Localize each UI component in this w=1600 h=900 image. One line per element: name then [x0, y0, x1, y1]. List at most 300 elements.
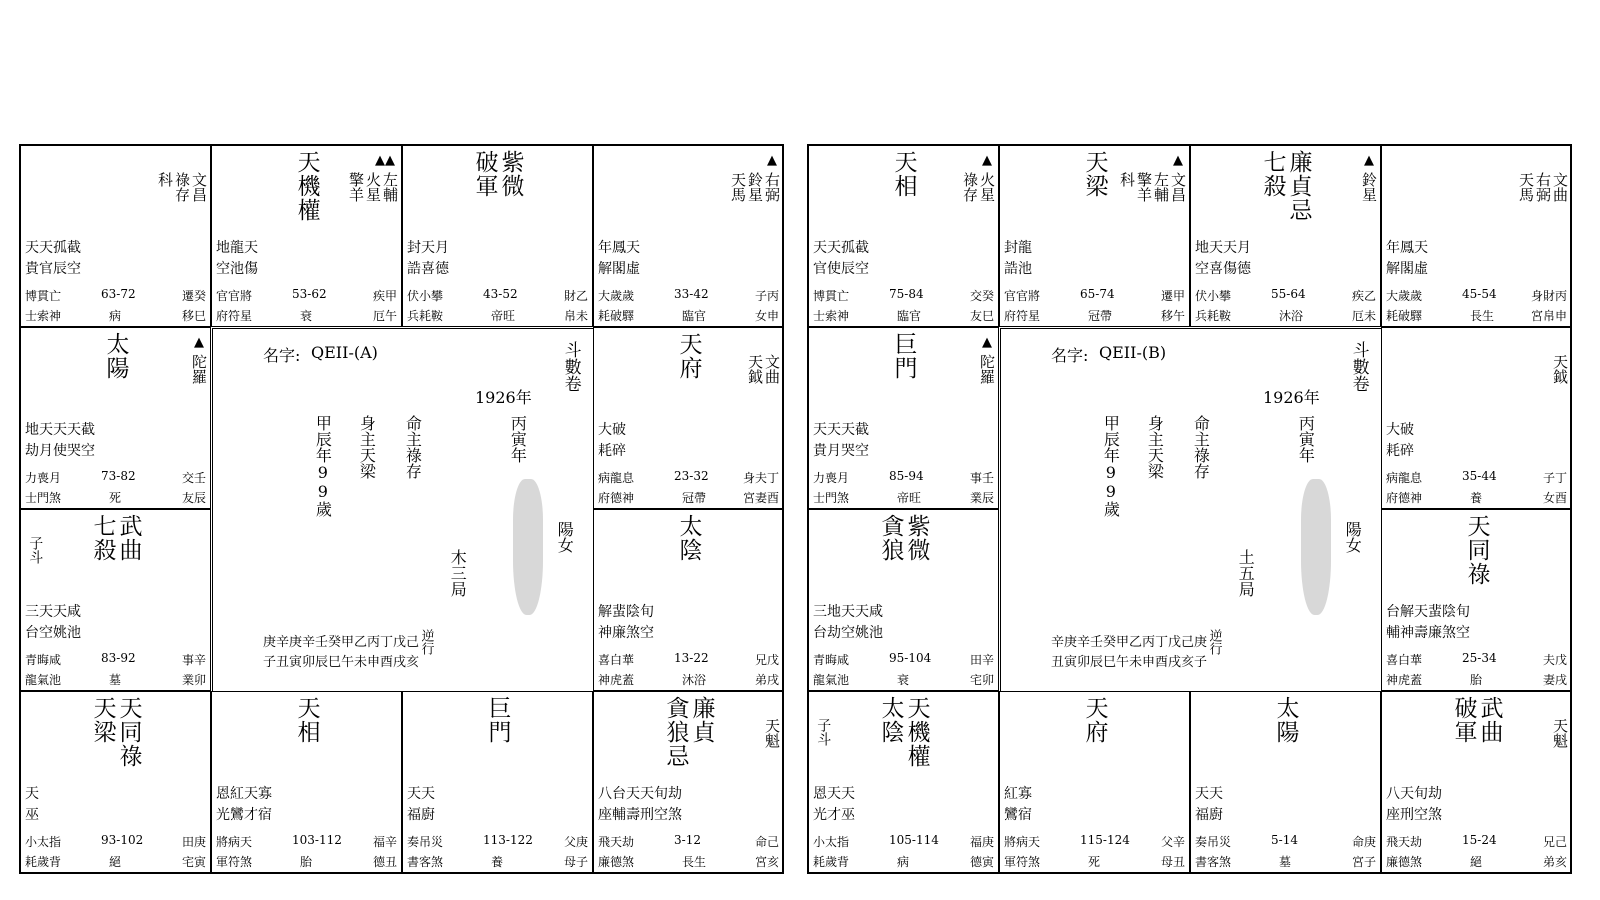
minor-star-line: 鸞宿: [1004, 807, 1032, 823]
palace-branch: 移午: [1160, 309, 1185, 323]
marker-triangles: ▲: [1364, 153, 1374, 168]
minor-star: 天馬: [729, 172, 747, 202]
minor-star-line: 紅寡: [1004, 786, 1032, 802]
direction-label: 逆行: [1206, 629, 1222, 655]
palace-info-row: [813, 833, 994, 848]
major-star: 巨門: [484, 696, 511, 744]
palace-cell: [593, 327, 784, 509]
major-star: 天府: [675, 332, 702, 380]
palace-info-row: [216, 833, 397, 848]
palace-info-row: [1195, 833, 1376, 848]
minor-star-lines: [813, 784, 855, 826]
palace-branch: 宮妻酉: [742, 491, 779, 505]
major-star: 天梁: [1081, 150, 1108, 198]
decade-range: 3-12: [674, 833, 701, 847]
minor-star-line: 解閣虛: [1386, 261, 1428, 277]
palace-cell: [1381, 145, 1572, 327]
decade-range: 45-54: [1462, 287, 1497, 301]
life-stage: 冠帶: [682, 491, 707, 505]
major-star: 七殺: [89, 514, 116, 562]
minor-star: 陀羅: [190, 354, 208, 384]
major-star: 天同祿: [115, 696, 142, 768]
minor-star-line: 封天月: [407, 240, 449, 256]
palace-name: 子丁: [1542, 471, 1567, 485]
palace-branch: 業卯: [181, 673, 206, 687]
minor-star-line: 空池傷: [216, 261, 258, 277]
decade-range: 73-82: [101, 469, 136, 483]
palace-branch: 女酉: [1542, 491, 1567, 505]
palace-name: 事辛: [181, 653, 206, 667]
palace-cell: [1190, 691, 1381, 873]
decade-range: 53-62: [292, 287, 327, 301]
major-star: 廉貞: [688, 696, 715, 744]
palace-stars: [226, 150, 399, 236]
minor-star-line: 光鸞才宿: [216, 807, 272, 823]
minor-star-line: 八台天天旬劫: [598, 786, 682, 802]
palace-info-row: [407, 853, 588, 868]
palace-cell: [593, 691, 784, 873]
palace-stars: [35, 514, 196, 600]
minor-star-line: 地天天天截: [25, 422, 95, 438]
minor-star: 火星: [364, 172, 382, 202]
palace-cell: [20, 509, 211, 691]
name-label: 名字:: [263, 346, 301, 365]
palace-info-row: [25, 833, 206, 848]
decade-range: 85-94: [889, 469, 924, 483]
major-star: 太陰: [877, 696, 904, 744]
minor-star: 擎羊: [347, 172, 365, 202]
palace-stars: [417, 150, 578, 236]
palace-branch: 德寅: [969, 855, 994, 869]
minor-star-lines: [407, 238, 449, 280]
minor-star-lines: [813, 602, 883, 644]
spirit-stars: 兵耗鞍: [1195, 309, 1232, 323]
palace-info-row: [1386, 469, 1567, 484]
minor-star-line: 福廚: [1195, 807, 1223, 823]
birth-year: 1926年: [475, 388, 532, 407]
palace-info-row: [25, 287, 206, 302]
minor-star-lines: [813, 420, 869, 462]
palace-branch: 母子: [563, 855, 588, 869]
life-stage: 墓: [109, 673, 122, 687]
minor-star: 鈴星: [1360, 172, 1378, 202]
palace-info-row: [598, 671, 779, 686]
palace-stars: [1205, 696, 1366, 782]
spirit-stars: 伏小攀: [1195, 289, 1232, 303]
minor-star: 右弼: [763, 172, 781, 202]
palace-cell: [808, 145, 999, 327]
decade-range: 65-74: [1080, 287, 1115, 301]
spirit-stars: 青晦咸: [25, 653, 62, 667]
minor-star-lines: [25, 238, 81, 280]
stems-row: 辛庚辛壬癸甲乙丙丁戊己庚: [1051, 635, 1208, 650]
minor-star-line: 三天天咸: [25, 604, 81, 620]
palace-name: 田辛: [969, 653, 994, 667]
palace-info-row: [813, 287, 994, 302]
spirit-stars: 士門煞: [25, 491, 62, 505]
palace-info-row: [1195, 307, 1376, 322]
palace-name: 福庚: [969, 835, 994, 849]
palace-cell: [1190, 145, 1381, 327]
life-stage: 沐浴: [682, 673, 707, 687]
minor-star-line: 天天天截: [813, 422, 869, 438]
spirit-stars: 府符星: [1004, 309, 1041, 323]
major-star: 天機權: [903, 696, 930, 768]
life-stage: 沐浴: [1279, 309, 1304, 323]
palace-branch: 妻戌: [1542, 673, 1567, 687]
palace-name: 遷癸: [181, 289, 206, 303]
minor-star: 文昌: [1169, 172, 1187, 202]
minor-star-line: 天天孤截: [813, 240, 869, 256]
palace-branch: 女申: [754, 309, 779, 323]
palace-cell: [808, 691, 999, 873]
major-star: 太陽: [102, 332, 129, 380]
chart-name: QEII-(B): [1099, 343, 1167, 362]
minor-star-line: 福廚: [407, 807, 435, 823]
minor-star: 天魁: [763, 718, 781, 748]
palace-info-row: [25, 307, 206, 322]
minor-star-line: 天天: [407, 786, 435, 802]
spirit-stars: 伏小攀: [407, 289, 444, 303]
palace-branch: 母丑: [1160, 855, 1185, 869]
decade-range: 25-34: [1462, 651, 1497, 665]
spirit-stars: 書客煞: [1195, 855, 1232, 869]
palace-info-row: [598, 853, 779, 868]
marker-triangles: ▲: [194, 335, 204, 350]
palace-info-row: [1386, 651, 1567, 666]
palace-note: 子斗: [27, 536, 44, 564]
life-stage: 臨官: [897, 309, 922, 323]
minor-star-lines: [598, 784, 682, 826]
spirit-stars: 力喪月: [813, 471, 850, 485]
minor-star-line: 貴官辰空: [25, 261, 81, 277]
spirit-stars: 喜白華: [1386, 653, 1423, 667]
birth-info-column: 身主天梁: [1145, 415, 1165, 479]
palace-cell: [402, 691, 593, 873]
minor-star-line: 誥池: [1004, 261, 1032, 277]
palace-cell: [1381, 509, 1572, 691]
palace-branch: 移巳: [181, 309, 206, 323]
palace-name: 兄己: [1542, 835, 1567, 849]
palace-stars: [608, 696, 781, 782]
minor-star-line: 解閣虛: [598, 261, 640, 277]
minor-star-line: 天: [25, 786, 39, 802]
minor-star-line: 地龍天: [216, 240, 258, 256]
palace-info-row: [1195, 853, 1376, 868]
minor-star: 火星: [978, 172, 996, 202]
decade-range: 13-22: [674, 651, 709, 665]
palace-branch: 業辰: [969, 491, 994, 505]
major-star: 太陽: [1272, 696, 1299, 744]
minor-star: 科: [1118, 172, 1136, 187]
palace-info-row: [25, 489, 206, 504]
spirit-stars: 奏吊災: [407, 835, 444, 849]
spirit-stars: 府德神: [598, 491, 635, 505]
branches-row: 丑寅卯辰巳午未申酉戌亥子: [1051, 655, 1208, 670]
palace-branch: 宅寅: [181, 855, 206, 869]
palace-name: 父庚: [563, 835, 588, 849]
palace-branch: 宮亥: [754, 855, 779, 869]
palace-info-row: [25, 651, 206, 666]
minor-star-line: 空喜傷德: [1195, 261, 1251, 277]
spirit-stars: 青晦咸: [813, 653, 850, 667]
palace-branch: 宮子: [1351, 855, 1376, 869]
palace-info-row: [1004, 287, 1185, 302]
palace-stars: [823, 150, 996, 236]
palace-branch: 帛未: [563, 309, 588, 323]
name-label: 名字:: [1051, 346, 1089, 365]
spirit-stars: 將病天: [1004, 835, 1041, 849]
major-star: 貪狼忌: [662, 696, 689, 768]
spirit-stars: 廉德煞: [1386, 855, 1423, 869]
spirit-stars: 龍氣池: [813, 673, 850, 687]
minor-star-lines: [1004, 784, 1032, 826]
birth-info-column: 丙寅年: [1296, 415, 1316, 463]
minor-star-lines: [216, 238, 258, 280]
minor-star-lines: [598, 602, 654, 644]
palace-name: 田庚: [181, 835, 206, 849]
palace-info-row: [1195, 287, 1376, 302]
minor-star-lines: [407, 784, 435, 826]
palace-stars: [608, 332, 781, 418]
minor-star: 左輔: [1152, 172, 1170, 202]
life-stage: 病: [109, 309, 122, 323]
palace-name: 子丙: [754, 289, 779, 303]
spirit-stars: 大歲歲: [598, 289, 635, 303]
palace-name: 命庚: [1351, 835, 1376, 849]
spirit-stars: 病龍息: [598, 471, 635, 485]
minor-star: 天馬: [1517, 172, 1535, 202]
palace-info-row: [25, 469, 206, 484]
minor-star-line: 年鳳天: [1386, 240, 1428, 256]
palace-cell: [1381, 691, 1572, 873]
spirit-stars: 喜白華: [598, 653, 635, 667]
minor-star: 左輔: [381, 172, 399, 202]
marker-triangles: ▲: [1173, 153, 1183, 168]
palace-cell: [999, 145, 1190, 327]
minor-star-line: 恩天天: [813, 786, 855, 802]
palace-note: 子斗: [815, 718, 832, 746]
palace-info-row: [25, 671, 206, 686]
minor-star-lines: [1195, 784, 1223, 826]
minor-star-lines: [216, 784, 272, 826]
spirit-stars: 奏吊災: [1195, 835, 1232, 849]
life-stage: 胎: [1470, 673, 1483, 687]
branches-row: 子丑寅卯辰巳午未申酉戌亥: [263, 655, 420, 670]
minor-star-lines: [598, 420, 626, 462]
palace-cell: [402, 145, 593, 327]
chart-name: QEII-(A): [311, 343, 378, 362]
palace-info-row: [407, 307, 588, 322]
palace-cell: [808, 327, 999, 509]
decade-range: 35-44: [1462, 469, 1497, 483]
life-stage: 死: [1088, 855, 1101, 869]
minor-star-line: 劫月使哭空: [25, 443, 95, 459]
minor-star-lines: [25, 784, 39, 826]
palace-cell: [20, 327, 211, 509]
minor-star-lines: [1195, 238, 1251, 280]
decade-range: 115-124: [1080, 833, 1130, 847]
minor-star-line: 光才巫: [813, 807, 855, 823]
palace-info-row: [1386, 853, 1567, 868]
palace-branch: 弟亥: [1542, 855, 1567, 869]
minor-star: 天鉞: [746, 354, 764, 384]
life-stage: 病: [897, 855, 910, 869]
minor-star-line: 誥喜德: [407, 261, 449, 277]
minor-star: 陀羅: [978, 354, 996, 384]
life-stage: 長生: [1470, 309, 1495, 323]
birth-info-column: 身主天梁: [357, 415, 377, 479]
major-star: 紫微: [903, 514, 930, 562]
palace-stars: [417, 696, 578, 782]
palace-branch: 宮帛申: [1530, 309, 1567, 323]
palace-stars: [1396, 514, 1557, 600]
palace-info-row: [598, 469, 779, 484]
center-panel: [1000, 328, 1382, 692]
decade-range: 105-114: [889, 833, 939, 847]
palace-name: 遷甲: [1160, 289, 1185, 303]
palace-cell: [211, 145, 402, 327]
minor-star-lines: [1386, 602, 1470, 644]
minor-star-line: 台空姚池: [25, 625, 81, 641]
minor-star-lines: [1004, 238, 1032, 280]
spirit-stars: 府德神: [1386, 491, 1423, 505]
chart-title: 斗數卷: [560, 341, 581, 392]
palace-stars: [608, 514, 769, 600]
palace-name: 身財丙: [1530, 289, 1567, 303]
palace-branch: 德丑: [372, 855, 397, 869]
minor-star-line: 解蜚陰旬: [598, 604, 654, 620]
palace-name: 疾甲: [372, 289, 397, 303]
palace-stars: [1396, 332, 1569, 418]
minor-star-lines: [598, 238, 640, 280]
spirit-stars: 軍符煞: [1004, 855, 1041, 869]
spirit-stars: 士索神: [25, 309, 62, 323]
gender: 陽女: [1343, 521, 1363, 553]
spirit-stars: 病龍息: [1386, 471, 1423, 485]
life-stage: 帝旺: [491, 309, 516, 323]
minor-star-line: 座刑空煞: [1386, 807, 1442, 823]
major-star: 廉貞忌: [1285, 150, 1312, 222]
life-stage: 胎: [300, 855, 313, 869]
minor-star: 祿存: [961, 172, 979, 202]
palace-info-row: [407, 287, 588, 302]
spirit-stars: 將病天: [216, 835, 253, 849]
minor-star-line: 官使辰空: [813, 261, 869, 277]
major-star: 武曲: [115, 514, 142, 562]
minor-star-line: 貴月哭空: [813, 443, 869, 459]
minor-star-lines: [813, 238, 869, 280]
palace-info-row: [813, 469, 994, 484]
life-stage: 墓: [1279, 855, 1292, 869]
minor-star-line: 座輔壽刑空煞: [598, 807, 682, 823]
minor-star: 文曲: [1551, 172, 1569, 202]
palace-info-row: [1004, 307, 1185, 322]
life-stage: 衰: [897, 673, 910, 687]
decade-range: 5-14: [1271, 833, 1298, 847]
palace-info-row: [407, 833, 588, 848]
minor-star: 鈴星: [746, 172, 764, 202]
palace-info-row: [1386, 287, 1567, 302]
spirit-stars: 博貫亡: [25, 289, 62, 303]
decade-range: 113-122: [483, 833, 533, 847]
minor-star-line: 大破: [1386, 422, 1414, 438]
minor-star-line: 三地天天咸: [813, 604, 883, 620]
palace-info-row: [1004, 853, 1185, 868]
palace-stars: [1396, 696, 1569, 782]
major-star: 貪狼: [877, 514, 904, 562]
major-star: 七殺: [1259, 150, 1286, 198]
birth-info-column: 丙寅年: [508, 415, 528, 463]
palace-name: 疾乙: [1351, 289, 1376, 303]
spirit-stars: 神虎蓋: [598, 673, 635, 687]
life-stage: 臨官: [682, 309, 707, 323]
decade-range: 33-42: [674, 287, 709, 301]
marker-triangles: ▲▲: [375, 153, 395, 168]
minor-star-line: 神廉煞空: [598, 625, 654, 641]
smudge-mark: [1301, 479, 1331, 615]
palace-name: 夫戊: [1542, 653, 1567, 667]
spirit-stars: 神虎蓋: [1386, 673, 1423, 687]
palace-name: 交壬: [181, 471, 206, 485]
center-panel: [212, 328, 594, 692]
palace-cell: [1381, 327, 1572, 509]
palace-stars: [1014, 696, 1175, 782]
minor-star: 祿存: [173, 172, 191, 202]
palace-name: 財乙: [563, 289, 588, 303]
major-star: 紫微: [497, 150, 524, 198]
minor-star-lines: [1386, 784, 1442, 826]
life-stage: 衰: [300, 309, 313, 323]
marker-triangles: ▲: [982, 153, 992, 168]
palace-info-row: [813, 307, 994, 322]
palace-cell: [593, 145, 784, 327]
minor-star: 文昌: [190, 172, 208, 202]
palace-branch: 厄未: [1351, 309, 1376, 323]
life-stage: 養: [1470, 491, 1483, 505]
palace-info-row: [813, 853, 994, 868]
minor-star-line: 大破: [598, 422, 626, 438]
palace-info-row: [813, 651, 994, 666]
palace-info-row: [1386, 833, 1567, 848]
birth-info-column: 甲辰年99歲: [313, 415, 333, 517]
spirit-stars: 官官將: [216, 289, 253, 303]
palace-stars: [823, 514, 984, 600]
palace-branch: 弟戌: [754, 673, 779, 687]
major-star: 破軍: [471, 150, 498, 198]
palace-info-row: [598, 489, 779, 504]
spirit-stars: 耗破驛: [598, 309, 635, 323]
spirit-stars: 力喪月: [25, 471, 62, 485]
palace-name: 命己: [754, 835, 779, 849]
palace-info-row: [1386, 489, 1567, 504]
minor-star: 天魁: [1551, 718, 1569, 748]
minor-star: 文曲: [763, 354, 781, 384]
spirit-stars: 飛天劫: [1386, 835, 1423, 849]
palace-branch: 宅卯: [969, 673, 994, 687]
spirit-stars: 府符星: [216, 309, 253, 323]
palace-cell: [808, 509, 999, 691]
palace-info-row: [813, 671, 994, 686]
major-star: 天同祿: [1463, 514, 1490, 586]
palace-name: 父辛: [1160, 835, 1185, 849]
major-star: 天府: [1081, 696, 1108, 744]
life-stage: 死: [109, 491, 122, 505]
minor-star-line: 天天孤截: [25, 240, 81, 256]
palace-stars: [1205, 150, 1378, 236]
minor-star-line: 台解天蜚陰旬: [1386, 604, 1470, 620]
palace-info-row: [1004, 833, 1185, 848]
